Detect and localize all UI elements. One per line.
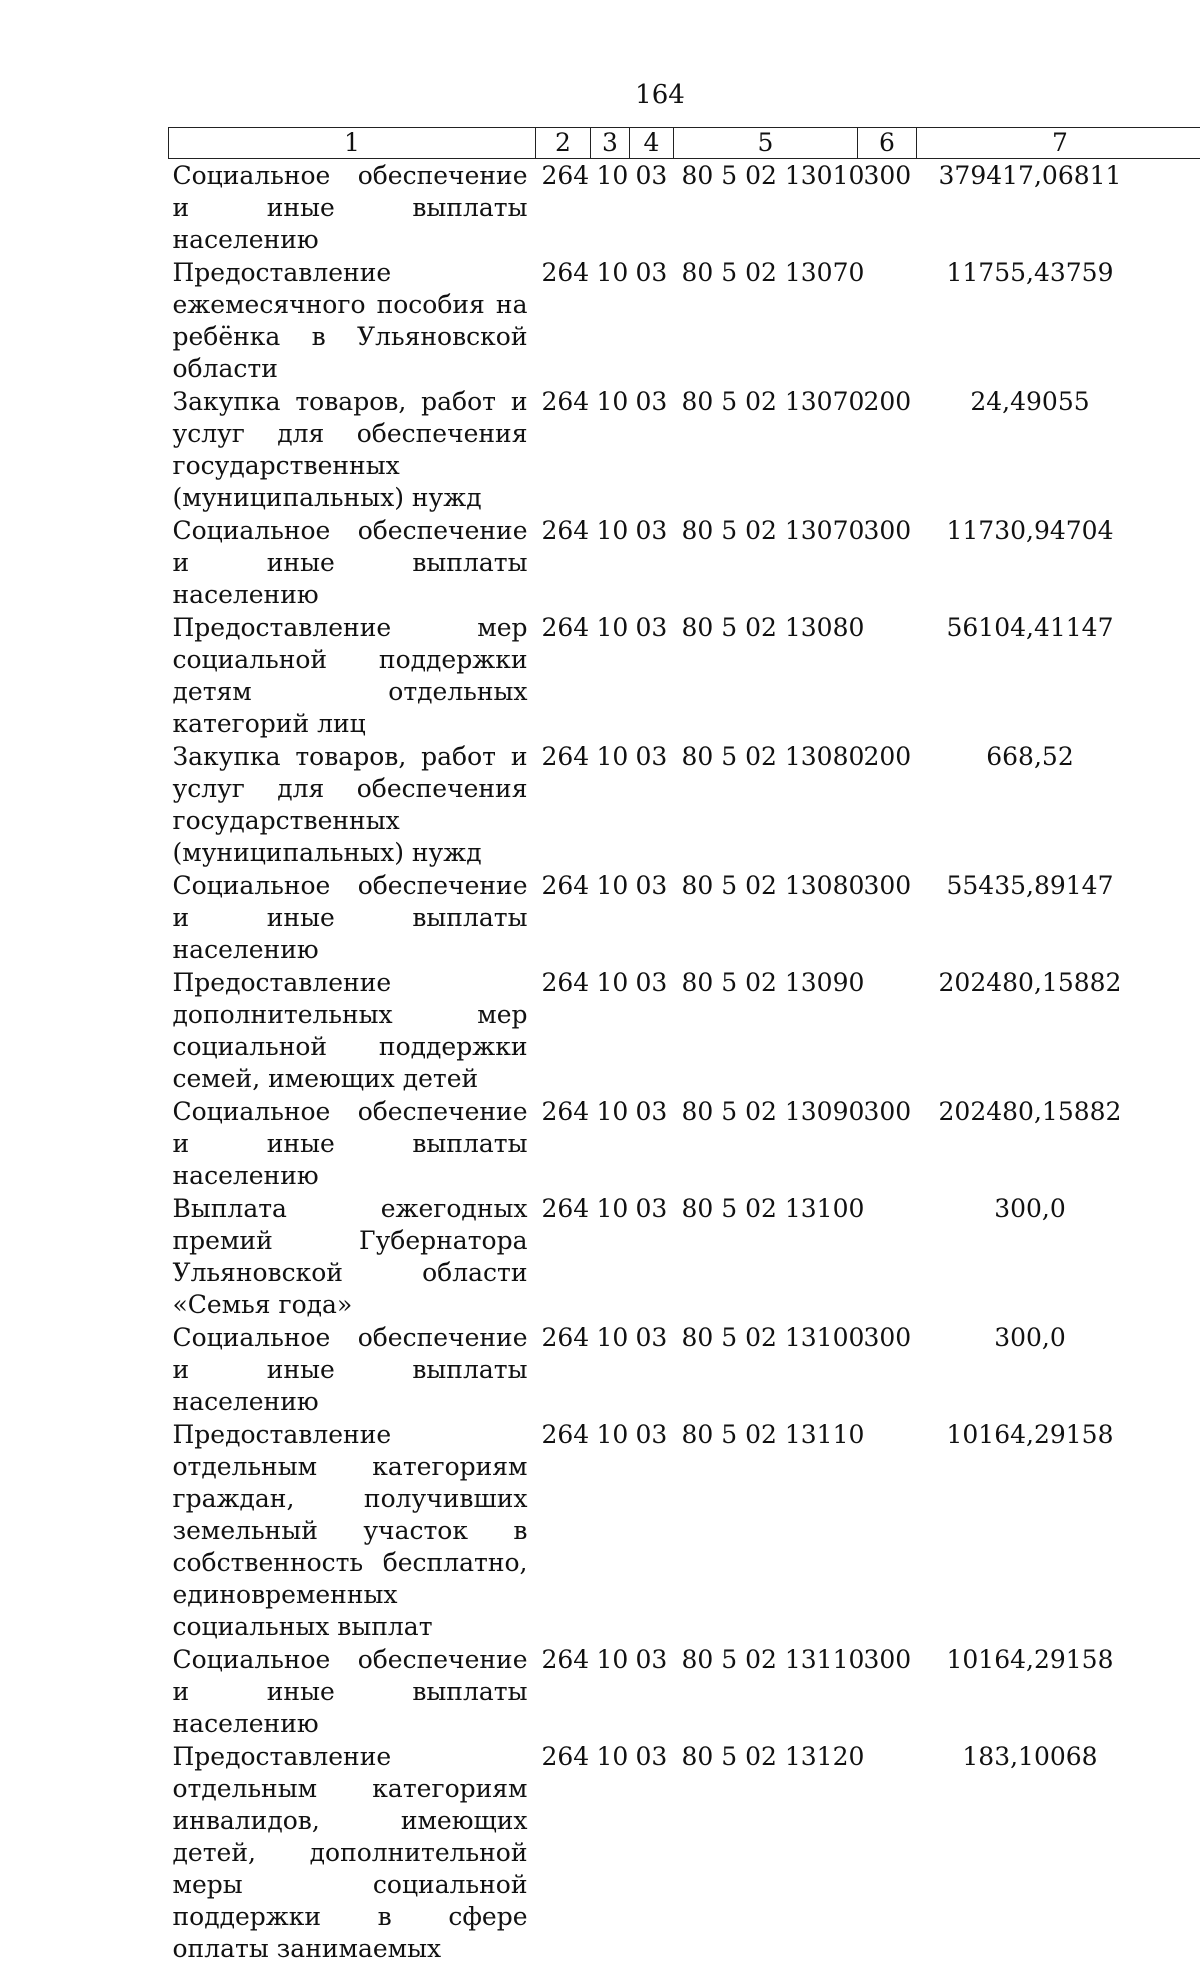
page-number: 164 — [60, 80, 1200, 110]
row-code-6: 300 — [858, 1321, 917, 1418]
row-code-6 — [858, 966, 917, 1095]
row-name: Социальное обеспечение и иные выплаты населению — [169, 869, 536, 966]
row-code-3: 10 — [591, 966, 630, 1095]
table-row — [169, 159, 1200, 257]
row-name: Закупка товаров, работ и услуг для обеспечения государственных (муниципальных) нужд — [169, 385, 536, 514]
row-code-2: 264 — [536, 1095, 591, 1192]
row-amount: 11755,43759 — [917, 256, 1200, 385]
table-row — [169, 1418, 1200, 1643]
row-amount: 55435,89147 — [917, 869, 1200, 966]
row-code-6: 300 — [858, 869, 917, 966]
table-row — [169, 869, 1200, 966]
row-code-6: 300 — [858, 159, 917, 257]
table-row — [169, 1740, 1200, 1965]
row-code-4: 03 — [630, 256, 674, 385]
row-code-6 — [858, 256, 917, 385]
row-code-5: 80 5 02 13100 — [674, 1192, 858, 1321]
table-row — [169, 1643, 1200, 1740]
row-code-2: 264 — [536, 385, 591, 514]
row-code-5: 80 5 02 13010 — [674, 159, 858, 257]
row-code-3: 10 — [591, 1321, 630, 1418]
row-code-6: 200 — [858, 385, 917, 514]
row-code-3: 10 — [591, 1643, 630, 1740]
row-code-5: 80 5 02 13090 — [674, 1095, 858, 1192]
row-name: Социальное обеспечение и иные выплаты населению — [169, 1643, 536, 1740]
row-code-5: 80 5 02 13090 — [674, 966, 858, 1095]
header-row — [169, 128, 1200, 159]
row-amount: 183,10068 — [917, 1740, 1200, 1965]
row-name: Социальное обеспечение и иные выплаты населению — [169, 159, 536, 257]
table-row — [169, 1321, 1200, 1418]
table-row — [169, 966, 1200, 1095]
row-code-5: 80 5 02 13110 — [674, 1418, 858, 1643]
row-code-4: 03 — [630, 159, 674, 257]
row-name: Социальное обеспечение и иные выплаты населению — [169, 1321, 536, 1418]
row-code-4: 03 — [630, 869, 674, 966]
row-amount: 24,49055 — [917, 385, 1200, 514]
row-amount: 202480,15882 — [917, 1095, 1200, 1192]
row-code-6: 300 — [858, 514, 917, 611]
row-code-2: 264 — [536, 611, 591, 740]
budget-table — [168, 127, 1200, 1965]
header-col-7: 7 — [917, 128, 1200, 159]
row-name: Закупка товаров, работ и услуг для обеспечения государственных (муниципальных) нужд — [169, 740, 536, 869]
header-col-2: 2 — [536, 128, 591, 159]
row-code-4: 03 — [630, 1321, 674, 1418]
row-code-2: 264 — [536, 869, 591, 966]
row-code-4: 03 — [630, 1740, 674, 1965]
row-code-5: 80 5 02 13070 — [674, 385, 858, 514]
row-code-4: 03 — [630, 1418, 674, 1643]
table-row — [169, 611, 1200, 740]
row-code-4: 03 — [630, 1643, 674, 1740]
row-code-6 — [858, 1192, 917, 1321]
row-code-5: 80 5 02 13080 — [674, 869, 858, 966]
row-name: Предоставление мер социальной поддержки детям отдельных категорий лиц — [169, 611, 536, 740]
row-code-4: 03 — [630, 740, 674, 869]
row-code-3: 10 — [591, 1740, 630, 1965]
row-code-3: 10 — [591, 1192, 630, 1321]
header-col-4: 4 — [630, 128, 674, 159]
row-name: Социальное обеспечение и иные выплаты населению — [169, 1095, 536, 1192]
row-amount: 300,0 — [917, 1192, 1200, 1321]
row-code-3: 10 — [591, 869, 630, 966]
row-amount: 300,0 — [917, 1321, 1200, 1418]
row-code-6 — [858, 1418, 917, 1643]
row-amount: 379417,06811 — [917, 159, 1200, 257]
row-code-4: 03 — [630, 385, 674, 514]
row-code-5: 80 5 02 13100 — [674, 1321, 858, 1418]
row-code-3: 10 — [591, 740, 630, 869]
row-amount: 668,52 — [917, 740, 1200, 869]
row-code-5: 80 5 02 13080 — [674, 740, 858, 869]
row-code-2: 264 — [536, 1740, 591, 1965]
row-code-3: 10 — [591, 385, 630, 514]
row-name: Предоставление отдельным категориям инвалидов, имеющих детей, дополнительной меры социальной поддержки в сфере оплаты занимаемых — [169, 1740, 536, 1965]
table-row — [169, 514, 1200, 611]
row-code-5: 80 5 02 13080 — [674, 611, 858, 740]
row-code-4: 03 — [630, 1192, 674, 1321]
row-code-2: 264 — [536, 159, 591, 257]
header-col-6: 6 — [858, 128, 917, 159]
row-code-6 — [858, 611, 917, 740]
row-code-2: 264 — [536, 966, 591, 1095]
row-code-6: 200 — [858, 740, 917, 869]
table-row — [169, 256, 1200, 385]
row-amount: 11730,94704 — [917, 514, 1200, 611]
row-name: Предоставление дополнительных мер социальной поддержки семей, имеющих детей — [169, 966, 536, 1095]
row-code-6 — [858, 1740, 917, 1965]
row-code-2: 264 — [536, 1643, 591, 1740]
row-code-4: 03 — [630, 514, 674, 611]
row-amount: 56104,41147 — [917, 611, 1200, 740]
row-code-5: 80 5 02 13070 — [674, 256, 858, 385]
row-amount: 202480,15882 — [917, 966, 1200, 1095]
row-amount: 10164,29158 — [917, 1418, 1200, 1643]
row-code-3: 10 — [591, 514, 630, 611]
row-code-2: 264 — [536, 514, 591, 611]
table-body — [169, 159, 1200, 1965]
row-amount: 10164,29158 — [917, 1643, 1200, 1740]
header-col-3: 3 — [591, 128, 630, 159]
row-code-3: 10 — [591, 256, 630, 385]
row-name: Предоставление ежемесячного пособия на ребёнка в Ульяновской области — [169, 256, 536, 385]
row-code-5: 80 5 02 13110 — [674, 1643, 858, 1740]
table-row — [169, 1095, 1200, 1192]
row-code-6: 300 — [858, 1095, 917, 1192]
row-code-4: 03 — [630, 611, 674, 740]
row-code-3: 10 — [591, 1095, 630, 1192]
table-row — [169, 1192, 1200, 1321]
row-name: Выплата ежегодных премий Губернатора Ульяновской области «Семья года» — [169, 1192, 536, 1321]
row-code-6: 300 — [858, 1643, 917, 1740]
row-code-2: 264 — [536, 1418, 591, 1643]
header-col-1: 1 — [169, 128, 536, 159]
table-row — [169, 385, 1200, 514]
row-code-2: 264 — [536, 740, 591, 869]
table-header — [169, 128, 1200, 159]
row-name: Предоставление отдельным категориям граждан, получивших земельный участок в собственность бесплатно, единовременных социальных выплат — [169, 1418, 536, 1643]
row-code-2: 264 — [536, 1192, 591, 1321]
row-code-5: 80 5 02 13070 — [674, 514, 858, 611]
row-code-2: 264 — [536, 1321, 591, 1418]
row-code-3: 10 — [591, 611, 630, 740]
row-name: Социальное обеспечение и иные выплаты населению — [169, 514, 536, 611]
header-col-5: 5 — [674, 128, 858, 159]
row-code-5: 80 5 02 13120 — [674, 1740, 858, 1965]
row-code-4: 03 — [630, 966, 674, 1095]
table-row — [169, 740, 1200, 869]
row-code-4: 03 — [630, 1095, 674, 1192]
row-code-3: 10 — [591, 159, 630, 257]
row-code-3: 10 — [591, 1418, 630, 1643]
row-code-2: 264 — [536, 256, 591, 385]
